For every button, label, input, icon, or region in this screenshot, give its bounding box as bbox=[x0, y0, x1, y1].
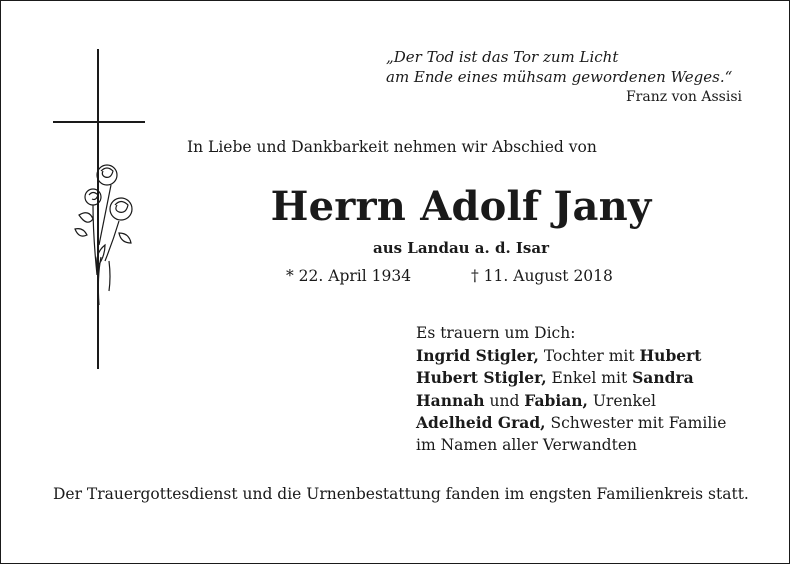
mourner-partner: Sandra bbox=[632, 368, 694, 387]
mourner-relation: Enkel mit bbox=[546, 369, 633, 387]
mourners-closing: im Namen aller Verwandten bbox=[416, 435, 637, 454]
mourner-line bbox=[416, 367, 726, 390]
mourner-partner: Fabian, bbox=[524, 390, 588, 410]
mourner-name: Hannah bbox=[416, 390, 485, 410]
mourner-suffix: Urenkel bbox=[587, 391, 657, 410]
birth-date: * 22. April 1934 bbox=[286, 267, 412, 285]
quote-line-2: am Ende eines mühsam gewordenen Weges.“ bbox=[386, 68, 733, 86]
quote-block bbox=[386, 47, 742, 107]
mourner-relation: und bbox=[484, 391, 525, 410]
mourner-partner: Hubert bbox=[639, 345, 702, 365]
death-date: † 11. August 2018 bbox=[471, 267, 613, 285]
mourner-name: Ingrid Stigler, bbox=[416, 345, 539, 365]
deceased-name: Herrn Adolf Jany bbox=[270, 183, 652, 230]
mourner-relation: Tochter mit bbox=[538, 346, 640, 365]
mourner-relation: Schwester mit Familie bbox=[545, 414, 727, 432]
mourners-heading: Es trauern um Dich: bbox=[416, 324, 576, 342]
quote-line-1: „Der Tod ist das Tor zum Licht bbox=[386, 48, 619, 66]
mourner-name: Hubert Stigler, bbox=[416, 368, 547, 387]
cross-with-roses-icon bbox=[49, 47, 159, 377]
quote-author: Franz von Assisi bbox=[625, 89, 742, 105]
life-dates bbox=[286, 267, 613, 285]
mourner-line bbox=[416, 412, 726, 435]
mourners-list bbox=[416, 323, 726, 456]
funeral-note: Der Trauergottesdienst und die Urnenbestattung fanden im engsten Familienkreis statt. bbox=[53, 485, 749, 503]
mourner-name: Adelheid Grad, bbox=[416, 413, 546, 432]
intro-text: In Liebe und Dankbarkeit nehmen wir Abschied von bbox=[187, 138, 597, 156]
mourner-line bbox=[416, 390, 726, 413]
mourner-line bbox=[416, 345, 726, 368]
deceased-origin: aus Landau a. d. Isar bbox=[373, 239, 549, 257]
